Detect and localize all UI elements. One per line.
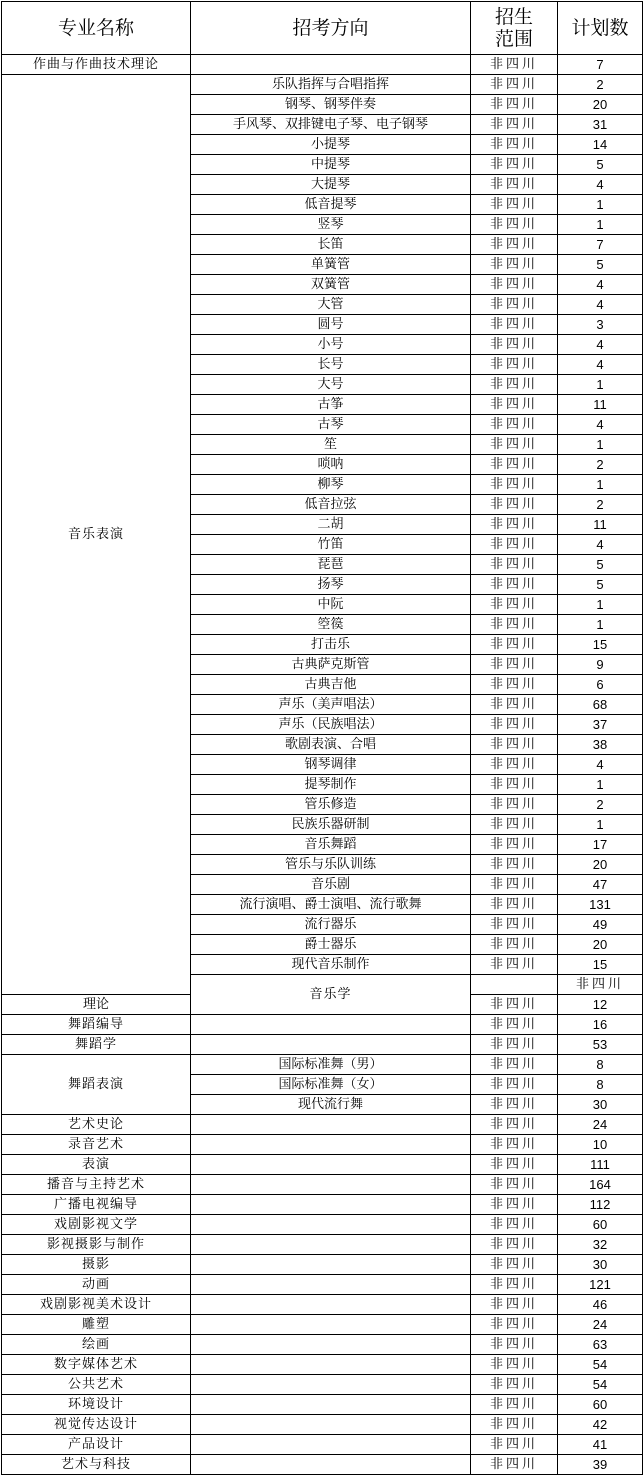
scope-cell: 非四川 — [471, 215, 558, 235]
count-cell: 32 — [558, 1235, 643, 1255]
direction-cell: 低音提琴 — [191, 195, 471, 215]
scope-cell: 非四川 — [471, 475, 558, 495]
count-cell: 1 — [558, 615, 643, 635]
direction-cell: 竹笛 — [191, 535, 471, 555]
major-cell: 广播电视编导 — [2, 1195, 191, 1215]
count-cell: 112 — [558, 1195, 643, 1215]
scope-cell: 非四川 — [471, 315, 558, 335]
count-cell: 8 — [558, 1075, 643, 1095]
major-cell: 公共艺术 — [2, 1375, 191, 1395]
enrollment-plan-table — [1, 1, 643, 1475]
scope-cell: 非四川 — [471, 655, 558, 675]
scope-cell: 非四川 — [471, 375, 558, 395]
scope-cell: 非四川 — [471, 995, 558, 1015]
direction-cell: 音乐剧 — [191, 875, 471, 895]
major-cell: 数字媒体艺术 — [2, 1355, 191, 1375]
direction-cell: 理论 — [2, 995, 191, 1015]
scope-cell: 非四川 — [471, 1215, 558, 1235]
direction-cell — [191, 1155, 471, 1175]
direction-cell — [191, 1275, 471, 1295]
major-cell: 视觉传达设计 — [2, 1415, 191, 1435]
count-cell: 5 — [558, 575, 643, 595]
direction-cell: 乐队指挥与合唱指挥 — [191, 75, 471, 95]
table-row — [2, 1315, 643, 1335]
scope-cell: 非四川 — [471, 75, 558, 95]
count-cell: 1 — [558, 815, 643, 835]
count-cell: 1 — [558, 195, 643, 215]
scope-cell: 非四川 — [471, 855, 558, 875]
scope-cell: 非四川 — [471, 355, 558, 375]
count-cell: 121 — [558, 1275, 643, 1295]
direction-cell — [191, 1215, 471, 1235]
count-cell: 4 — [558, 415, 643, 435]
count-cell: 131 — [558, 895, 643, 915]
direction-cell: 箜篌 — [191, 615, 471, 635]
table-body — [2, 55, 643, 1475]
direction-cell: 管乐与乐队训练 — [191, 855, 471, 875]
count-cell: 16 — [558, 1015, 643, 1035]
table-row — [2, 1235, 643, 1255]
scope-cell: 非四川 — [471, 1015, 558, 1035]
count-cell: 2 — [558, 495, 643, 515]
count-cell: 42 — [558, 1415, 643, 1435]
major-cell: 环境设计 — [2, 1395, 191, 1415]
count-cell: 37 — [558, 715, 643, 735]
count-cell: 7 — [558, 235, 643, 255]
direction-cell — [191, 1195, 471, 1215]
direction-cell — [191, 1335, 471, 1355]
direction-cell — [191, 1035, 471, 1055]
scope-cell: 非四川 — [471, 1095, 558, 1115]
direction-cell: 现代音乐制作 — [191, 955, 471, 975]
table-row — [2, 1415, 643, 1435]
major-cell: 录音艺术 — [2, 1135, 191, 1155]
scope-cell: 非四川 — [471, 1395, 558, 1415]
direction-cell: 古典吉他 — [191, 675, 471, 695]
major-cell: 舞蹈表演 — [2, 1055, 191, 1115]
count-cell: 31 — [558, 115, 643, 135]
direction-cell: 小号 — [191, 335, 471, 355]
direction-cell — [191, 1455, 471, 1475]
direction-cell: 笙 — [191, 435, 471, 455]
header-scope-line1: 招生 — [494, 6, 533, 28]
table-row — [2, 1115, 643, 1135]
major-cell: 舞蹈学 — [2, 1035, 191, 1055]
scope-cell: 非四川 — [471, 1035, 558, 1055]
direction-cell: 国际标准舞（男） — [191, 1055, 471, 1075]
direction-cell: 长号 — [191, 355, 471, 375]
count-cell: 1 — [558, 595, 643, 615]
count-cell: 49 — [558, 915, 643, 935]
count-cell: 54 — [558, 1355, 643, 1375]
direction-cell — [191, 1115, 471, 1135]
direction-cell: 打击乐 — [191, 635, 471, 655]
table-row — [2, 1275, 643, 1295]
major-cell: 作曲与作曲技术理论 — [2, 55, 191, 75]
direction-cell: 唢呐 — [191, 455, 471, 475]
count-cell: 164 — [558, 1175, 643, 1195]
major-cell: 舞蹈编导 — [2, 1015, 191, 1035]
direction-cell: 现代流行舞 — [191, 1095, 471, 1115]
direction-cell — [191, 1435, 471, 1455]
direction-cell: 国际标准舞（女） — [191, 1075, 471, 1095]
direction-cell: 音乐舞蹈 — [191, 835, 471, 855]
major-cell: 艺术与科技 — [2, 1455, 191, 1475]
header-scope-line2: 范围 — [494, 28, 533, 50]
direction-cell: 管乐修造 — [191, 795, 471, 815]
direction-cell: 柳琴 — [191, 475, 471, 495]
major-cell: 影视摄影与制作 — [2, 1235, 191, 1255]
scope-cell: 非四川 — [471, 895, 558, 915]
scope-cell: 非四川 — [471, 1235, 558, 1255]
scope-cell: 非四川 — [471, 115, 558, 135]
major-cell: 音乐学 — [191, 975, 471, 1015]
count-cell: 2 — [558, 455, 643, 475]
count-cell: 7 — [558, 55, 643, 75]
count-cell: 4 — [558, 295, 643, 315]
direction-cell: 单簧管 — [191, 255, 471, 275]
direction-cell: 声乐（民族唱法） — [191, 715, 471, 735]
scope-cell: 非四川 — [471, 615, 558, 635]
scope-cell: 非四川 — [471, 435, 558, 455]
count-cell: 6 — [558, 675, 643, 695]
table-row — [2, 1015, 643, 1035]
count-cell: 4 — [558, 175, 643, 195]
direction-cell: 竖琴 — [191, 215, 471, 235]
direction-cell — [191, 1235, 471, 1255]
count-cell: 11 — [558, 395, 643, 415]
direction-cell — [191, 1295, 471, 1315]
table-row — [2, 1215, 643, 1235]
count-cell: 4 — [558, 275, 643, 295]
scope-cell: 非四川 — [471, 455, 558, 475]
direction-cell: 圆号 — [191, 315, 471, 335]
scope-cell: 非四川 — [471, 195, 558, 215]
major-cell: 雕塑 — [2, 1315, 191, 1335]
table-row — [2, 1255, 643, 1275]
count-cell: 41 — [558, 1435, 643, 1455]
direction-cell: 流行器乐 — [191, 915, 471, 935]
scope-cell: 非四川 — [471, 535, 558, 555]
table-row — [2, 1295, 643, 1315]
scope-cell: 非四川 — [471, 1275, 558, 1295]
count-cell: 39 — [558, 1455, 643, 1475]
table-row — [2, 1435, 643, 1455]
count-cell: 30 — [558, 1095, 643, 1115]
count-cell: 20 — [558, 855, 643, 875]
scope-cell: 非四川 — [471, 1115, 558, 1135]
count-cell: 3 — [558, 315, 643, 335]
header-scope — [471, 2, 558, 55]
count-cell: 2 — [558, 795, 643, 815]
direction-cell — [191, 1315, 471, 1335]
scope-cell: 非四川 — [471, 1295, 558, 1315]
scope-cell: 非四川 — [471, 675, 558, 695]
scope-cell: 非四川 — [471, 55, 558, 75]
direction-cell — [191, 1375, 471, 1395]
table-row — [2, 1035, 643, 1055]
direction-cell — [191, 1175, 471, 1195]
count-cell: 15 — [558, 955, 643, 975]
scope-cell: 非四川 — [471, 1195, 558, 1215]
table-row — [2, 1195, 643, 1215]
table-row — [2, 75, 643, 95]
table-row — [2, 1155, 643, 1175]
scope-cell: 非四川 — [471, 1075, 558, 1095]
scope-cell: 非四川 — [471, 395, 558, 415]
direction-cell: 大提琴 — [191, 175, 471, 195]
major-cell: 播音与主持艺术 — [2, 1175, 191, 1195]
scope-cell: 非四川 — [471, 155, 558, 175]
table-row — [2, 1375, 643, 1395]
scope-cell: 非四川 — [471, 1155, 558, 1175]
scope-cell: 非四川 — [471, 175, 558, 195]
table-row — [2, 1135, 643, 1155]
scope-cell: 非四川 — [471, 915, 558, 935]
scope-cell: 非四川 — [471, 1355, 558, 1375]
direction-cell: 扬琴 — [191, 575, 471, 595]
count-cell: 30 — [558, 1255, 643, 1275]
scope-cell: 非四川 — [471, 275, 558, 295]
direction-cell: 低音拉弦 — [191, 495, 471, 515]
table-row — [2, 55, 643, 75]
count-cell: 11 — [558, 515, 643, 535]
scope-cell: 非四川 — [558, 975, 643, 995]
direction-cell: 钢琴、钢琴伴奏 — [191, 95, 471, 115]
count-cell: 1 — [558, 775, 643, 795]
major-cell: 绘画 — [2, 1335, 191, 1355]
count-cell: 68 — [558, 695, 643, 715]
scope-cell: 非四川 — [471, 1435, 558, 1455]
scope-cell: 非四川 — [471, 815, 558, 835]
count-cell: 38 — [558, 735, 643, 755]
count-cell: 60 — [558, 1215, 643, 1235]
count-cell: 4 — [558, 335, 643, 355]
scope-cell: 非四川 — [471, 795, 558, 815]
direction-cell: 流行演唱、爵士演唱、流行歌舞 — [191, 895, 471, 915]
scope-cell: 非四川 — [471, 595, 558, 615]
direction-cell: 手风琴、双排键电子琴、电子钢琴 — [191, 115, 471, 135]
count-cell: 5 — [558, 255, 643, 275]
scope-cell: 非四川 — [471, 1335, 558, 1355]
scope-cell: 非四川 — [471, 575, 558, 595]
count-cell: 1 — [558, 375, 643, 395]
count-cell: 4 — [558, 535, 643, 555]
scope-cell: 非四川 — [471, 755, 558, 775]
direction-cell — [191, 1395, 471, 1415]
direction-cell: 双簧管 — [191, 275, 471, 295]
scope-cell: 非四川 — [471, 1255, 558, 1275]
scope-cell: 非四川 — [471, 135, 558, 155]
count-cell: 60 — [558, 1395, 643, 1415]
direction-cell: 提琴制作 — [191, 775, 471, 795]
count-cell: 9 — [558, 655, 643, 675]
direction-cell: 古典萨克斯管 — [191, 655, 471, 675]
table-row — [2, 1395, 643, 1415]
direction-cell — [191, 1415, 471, 1435]
table-row — [2, 1175, 643, 1195]
scope-cell: 非四川 — [471, 835, 558, 855]
direction-cell: 声乐（美声唱法） — [191, 695, 471, 715]
count-cell: 24 — [558, 1115, 643, 1135]
count-cell: 12 — [558, 995, 643, 1015]
scope-cell: 非四川 — [471, 875, 558, 895]
count-cell: 14 — [558, 135, 643, 155]
major-cell: 摄影 — [2, 1255, 191, 1275]
count-cell: 10 — [558, 1135, 643, 1155]
direction-cell — [191, 1355, 471, 1375]
direction-cell: 长笛 — [191, 235, 471, 255]
table-row — [2, 1455, 643, 1475]
scope-cell: 非四川 — [471, 95, 558, 115]
direction-cell: 爵士器乐 — [191, 935, 471, 955]
scope-cell: 非四川 — [471, 335, 558, 355]
direction-cell — [191, 1135, 471, 1155]
count-cell: 4 — [558, 755, 643, 775]
direction-cell — [191, 1255, 471, 1275]
header-major: 专业名称 — [2, 2, 191, 55]
direction-cell: 中阮 — [191, 595, 471, 615]
count-cell: 17 — [558, 835, 643, 855]
header-count: 计划数 — [558, 2, 643, 55]
scope-cell: 非四川 — [471, 555, 558, 575]
scope-cell: 非四川 — [471, 515, 558, 535]
scope-cell: 非四川 — [471, 1175, 558, 1195]
count-cell: 63 — [558, 1335, 643, 1355]
direction-cell: 二胡 — [191, 515, 471, 535]
major-cell: 动画 — [2, 1275, 191, 1295]
scope-cell: 非四川 — [471, 1135, 558, 1155]
direction-cell: 古琴 — [191, 415, 471, 435]
count-cell: 1 — [558, 435, 643, 455]
scope-cell: 非四川 — [471, 1455, 558, 1475]
scope-cell: 非四川 — [471, 295, 558, 315]
count-cell: 20 — [558, 935, 643, 955]
direction-cell: 钢琴调律 — [191, 755, 471, 775]
count-cell: 5 — [558, 155, 643, 175]
direction-cell: 小提琴 — [191, 135, 471, 155]
count-cell: 4 — [558, 355, 643, 375]
count-cell: 5 — [558, 555, 643, 575]
scope-cell: 非四川 — [471, 1415, 558, 1435]
scope-cell: 非四川 — [471, 235, 558, 255]
count-cell: 46 — [558, 1295, 643, 1315]
count-cell: 111 — [558, 1155, 643, 1175]
direction-cell: 民族乐器研制 — [191, 815, 471, 835]
scope-cell: 非四川 — [471, 775, 558, 795]
table-row — [2, 1055, 643, 1075]
scope-cell: 非四川 — [471, 255, 558, 275]
direction-cell — [471, 975, 558, 995]
major-cell: 艺术史论 — [2, 1115, 191, 1135]
direction-cell: 古筝 — [191, 395, 471, 415]
scope-cell: 非四川 — [471, 1055, 558, 1075]
count-cell: 54 — [558, 1375, 643, 1395]
table-row — [2, 1335, 643, 1355]
count-cell: 24 — [558, 1315, 643, 1335]
table-row — [2, 1355, 643, 1375]
count-cell: 53 — [558, 1035, 643, 1055]
direction-cell — [191, 55, 471, 75]
count-cell: 8 — [558, 1055, 643, 1075]
scope-cell: 非四川 — [471, 635, 558, 655]
count-cell: 2 — [558, 75, 643, 95]
major-cell: 产品设计 — [2, 1435, 191, 1455]
scope-cell: 非四川 — [471, 735, 558, 755]
major-cell: 音乐表演 — [2, 75, 191, 995]
scope-cell: 非四川 — [471, 715, 558, 735]
major-cell: 表演 — [2, 1155, 191, 1175]
major-cell: 戏剧影视文学 — [2, 1215, 191, 1235]
direction-cell: 琵琶 — [191, 555, 471, 575]
count-cell: 15 — [558, 635, 643, 655]
scope-cell: 非四川 — [471, 1315, 558, 1335]
scope-cell: 非四川 — [471, 935, 558, 955]
direction-cell: 中提琴 — [191, 155, 471, 175]
major-cell: 戏剧影视美术设计 — [2, 1295, 191, 1315]
count-cell: 1 — [558, 475, 643, 495]
scope-cell: 非四川 — [471, 955, 558, 975]
scope-cell: 非四川 — [471, 415, 558, 435]
scope-cell: 非四川 — [471, 695, 558, 715]
scope-cell: 非四川 — [471, 1375, 558, 1395]
count-cell: 1 — [558, 215, 643, 235]
table-header-row — [2, 2, 643, 55]
scope-cell: 非四川 — [471, 495, 558, 515]
count-cell: 47 — [558, 875, 643, 895]
header-direction: 招考方向 — [191, 2, 471, 55]
count-cell: 20 — [558, 95, 643, 115]
direction-cell — [191, 1015, 471, 1035]
direction-cell: 大管 — [191, 295, 471, 315]
direction-cell: 歌剧表演、合唱 — [191, 735, 471, 755]
direction-cell: 大号 — [191, 375, 471, 395]
